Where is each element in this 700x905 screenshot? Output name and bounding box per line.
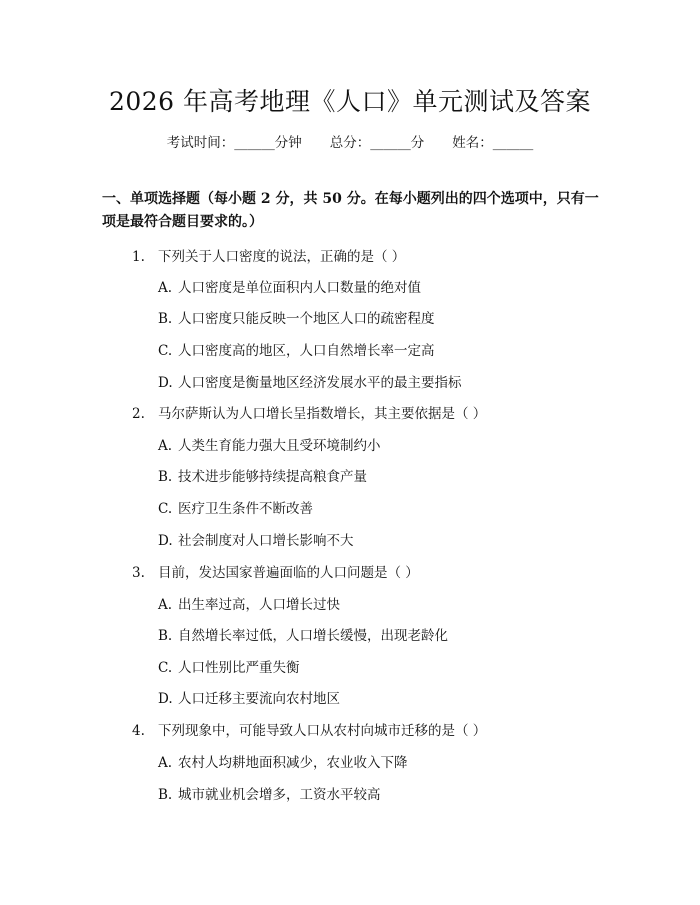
option-text: 人口性别比严重失衡 <box>178 660 300 676</box>
option-text: 人口密度是衡量地区经济发展水平的最主要指标 <box>178 375 462 391</box>
question-1 <box>132 245 405 265</box>
option-letter: B. <box>158 469 173 485</box>
question-2-option-d <box>158 529 354 549</box>
question-2-option-b <box>158 465 367 485</box>
option-text: 技术进步能够持续提高粮食产量 <box>178 469 367 485</box>
option-text: 人口密度高的地区，人口自然增长率一定高 <box>178 343 435 359</box>
question-3 <box>132 561 419 581</box>
question-number: 3. <box>132 565 145 581</box>
option-letter: D. <box>158 691 173 707</box>
question-1-option-b <box>158 307 435 327</box>
option-letter: A. <box>158 597 173 613</box>
option-letter: A. <box>158 755 173 771</box>
option-text: 农村人均耕地面积减少，农业收入下降 <box>178 755 408 771</box>
question-number: 1. <box>132 249 145 265</box>
section-heading: 一、单项选择题（每小题 2 分，共 50 分。在每小题列出的四个选项中，只有一项是最符合题目要求的。） <box>102 191 599 230</box>
option-text: 人类生育能力强大且受环境制约小 <box>178 438 381 454</box>
question-2-option-c <box>158 497 313 517</box>
question-3-option-b <box>158 624 448 644</box>
option-text: 自然增长率过低，人口增长缓慢，出现老龄化 <box>178 628 448 644</box>
option-letter: B. <box>158 628 173 644</box>
option-letter: A. <box>158 438 173 454</box>
exam-time-field: 考试时间：______分钟 <box>166 135 302 151</box>
option-text: 出生率过高，人口增长过快 <box>178 597 340 613</box>
exam-meta <box>0 131 700 151</box>
option-letter: A. <box>158 280 173 296</box>
option-letter: D. <box>158 533 173 549</box>
question-3-option-a <box>158 593 340 613</box>
option-letter: C. <box>158 343 173 359</box>
question-4-option-a <box>158 751 408 771</box>
question-text: 下列现象中，可能导致人口从农村向城市迁移的是（ ） <box>158 723 487 739</box>
question-text: 下列关于人口密度的说法，正确的是（ ） <box>158 249 406 265</box>
option-text: 社会制度对人口增长影响不大 <box>178 533 354 549</box>
option-text: 人口迁移主要流向农村地区 <box>178 691 340 707</box>
question-1-option-d <box>158 371 462 391</box>
option-text: 城市就业机会增多，工资水平较高 <box>178 787 381 803</box>
option-letter: B. <box>158 311 173 327</box>
question-2-option-a <box>158 434 381 454</box>
question-3-option-c <box>158 656 300 676</box>
question-2 <box>132 402 486 422</box>
total-score-field: 总分：______分 <box>329 135 425 151</box>
option-text: 人口密度只能反映一个地区人口的疏密程度 <box>178 311 435 327</box>
option-letter: B. <box>158 787 173 803</box>
question-1-option-c <box>158 339 435 359</box>
question-number: 4. <box>132 723 145 739</box>
option-letter: D. <box>158 375 173 391</box>
page-title: 2026 年高考地理《人口》单元测试及答案 <box>108 87 592 116</box>
question-4-option-b <box>158 783 381 803</box>
option-letter: C. <box>158 660 173 676</box>
question-number: 2. <box>132 406 145 422</box>
student-name-field: 姓名：______ <box>452 135 534 151</box>
question-text: 马尔萨斯认为人口增长呈指数增长，其主要依据是（ ） <box>158 406 487 422</box>
option-letter: C. <box>158 501 173 517</box>
question-1-option-a <box>158 276 421 296</box>
question-3-option-d <box>158 687 340 707</box>
question-text: 目前，发达国家普遍面临的人口问题是（ ） <box>158 565 419 581</box>
question-4 <box>132 719 486 739</box>
option-text: 医疗卫生条件不断改善 <box>178 501 313 517</box>
option-text: 人口密度是单位面积内人口数量的绝对值 <box>178 280 421 296</box>
